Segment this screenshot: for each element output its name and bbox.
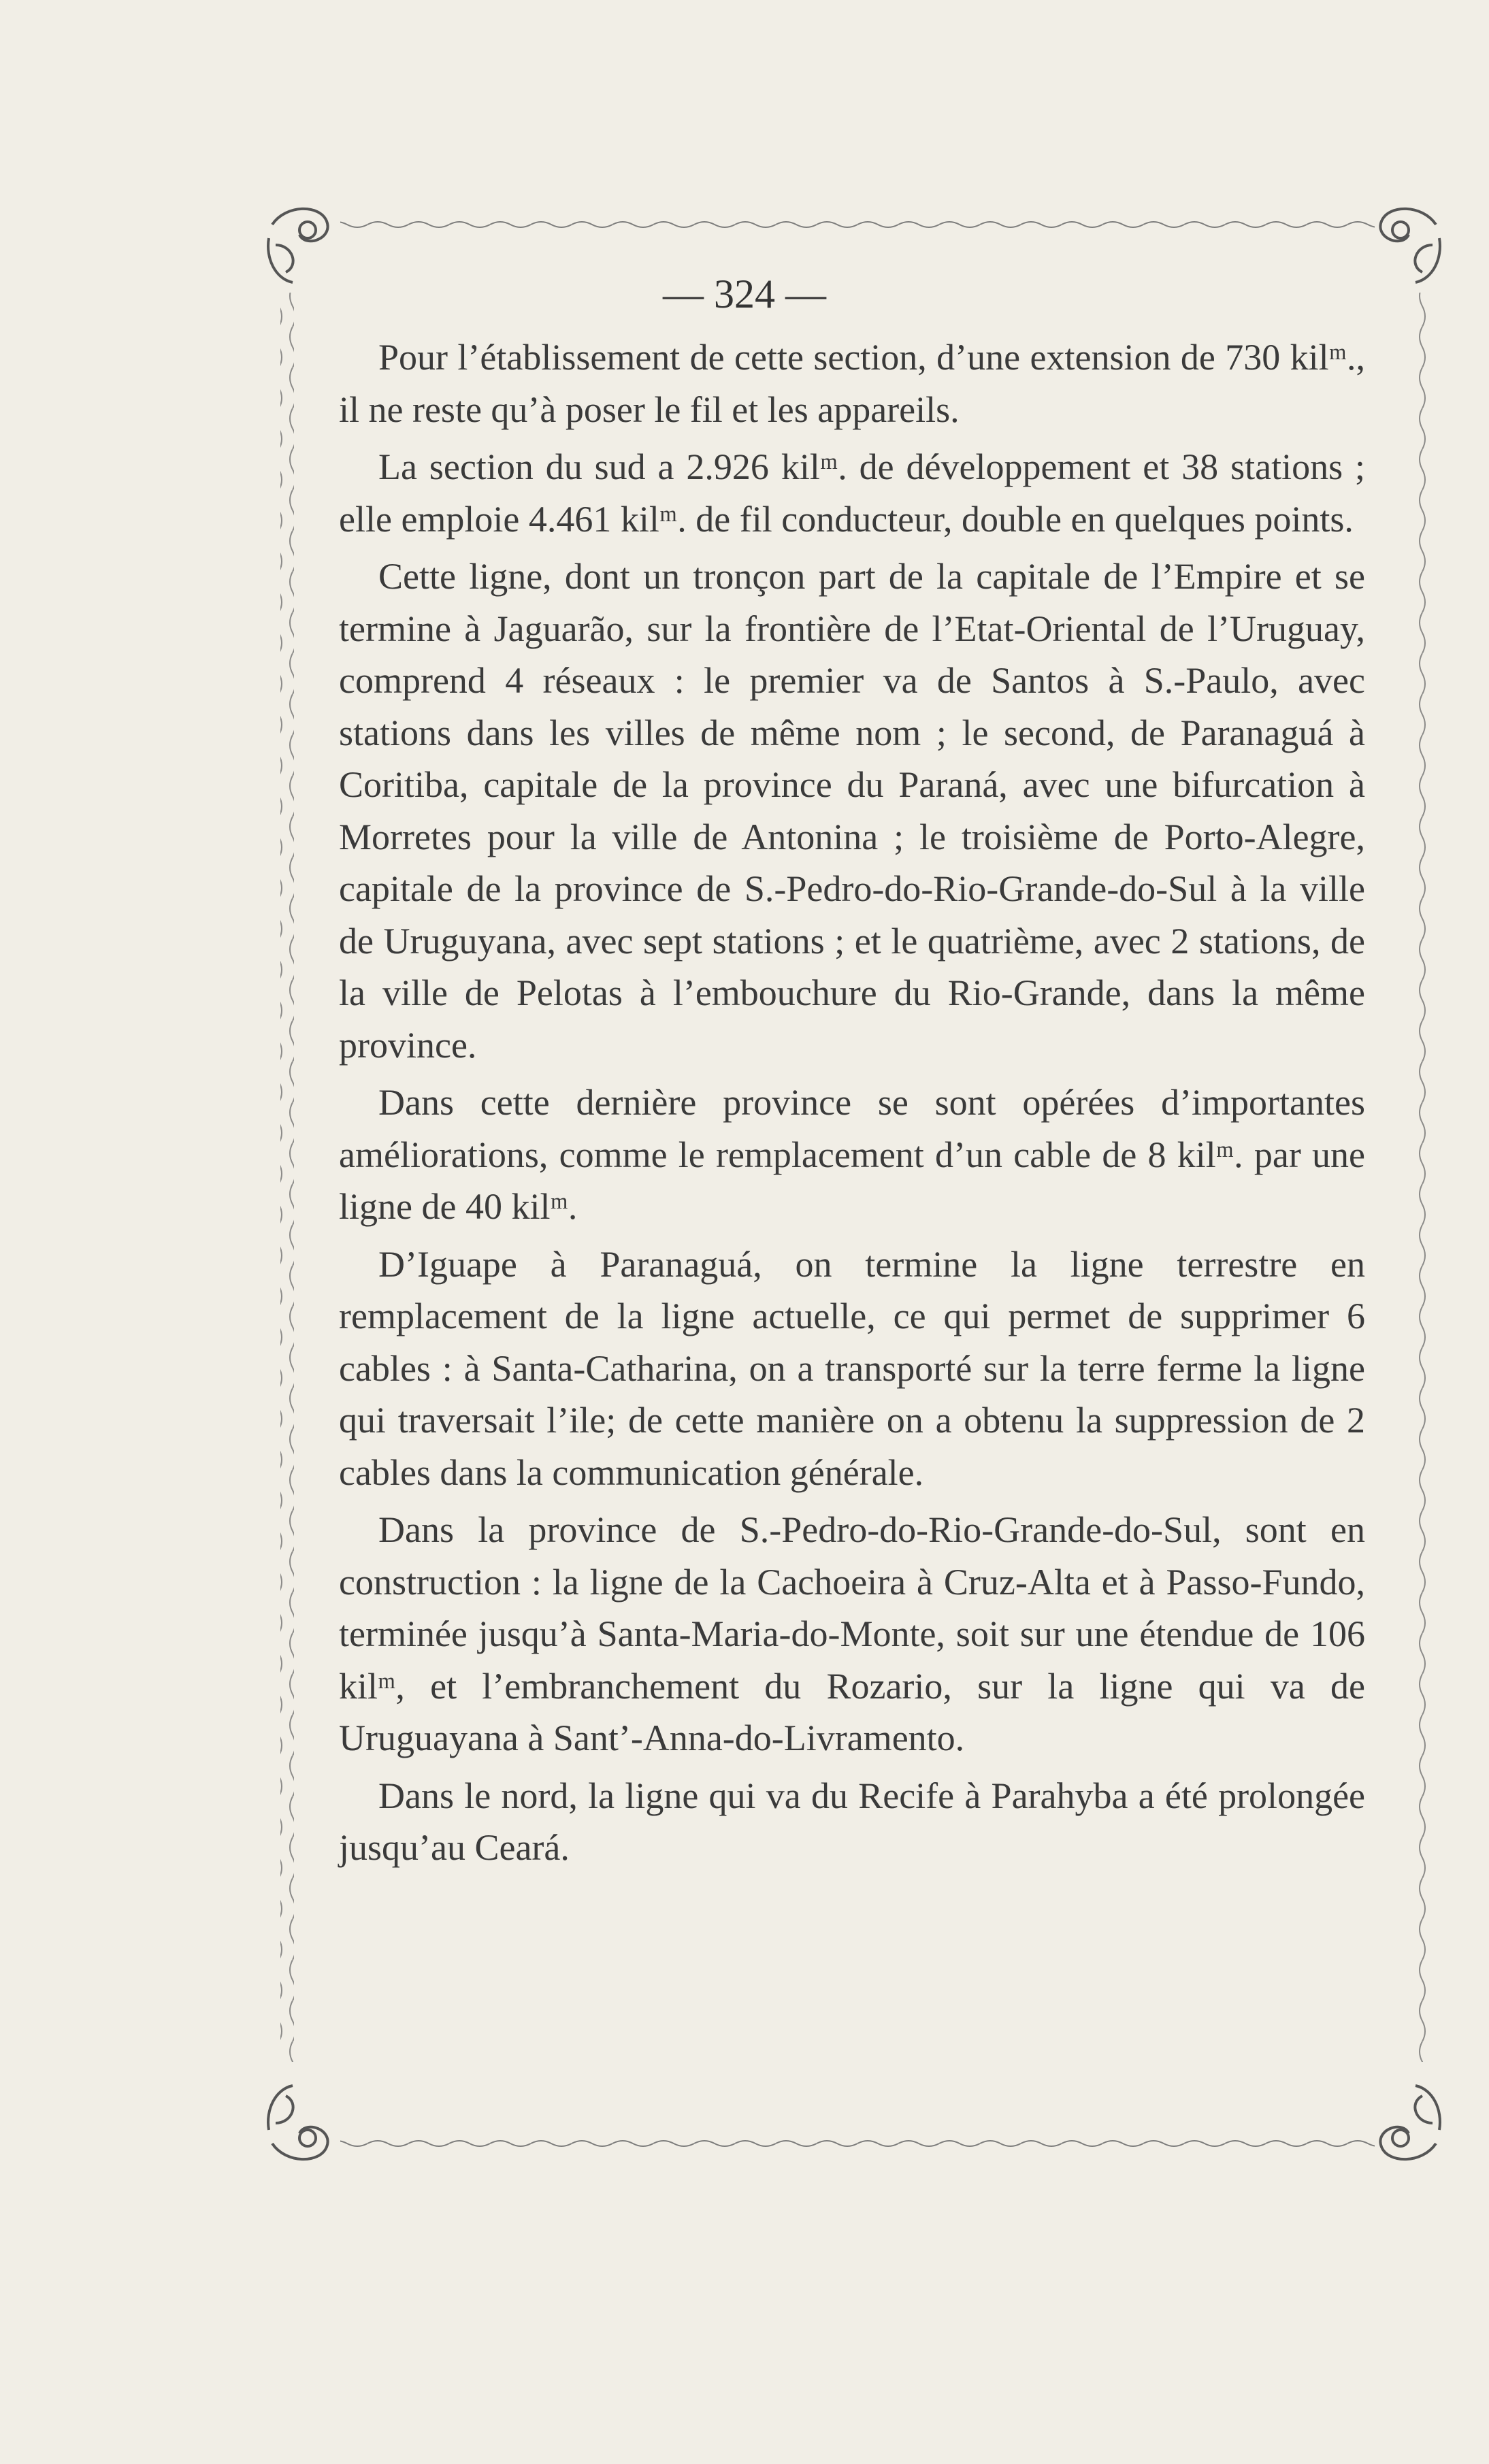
page-number: — 324 — <box>663 272 826 316</box>
left-border-line <box>280 293 294 2062</box>
paragraph-3: Cette ligne, dont un tronçon part de la capitale de l’Empire et se termine à Jaguarão, sur la frontière de l’Etat-Oriental de l’Uruguay, comprend 4 réseaux : le premier va de Santos à S.-Paulo, avec stations dans les villes de même nom ; le second, de Paranaguá à Coritiba, capitale de la province du Paraná, avec une bifurcation à Morretes pour la ville de Antonina ; le troisième de Porto-Alegre, capitale de la province de S.-Pedro-do-Rio-Grande-do-Sul à la ville de Uruguyana, avec sept stations ; et le quatrième, avec 2 stations, de la ville de Pelotas à l’embouchure du Rio-Grande, dans la même province. <box>339 556 1365 1066</box>
right-border-line <box>1413 293 1426 2062</box>
paragraph-1: Pour l’établissement de cette section, d’une extension de 730 kilᵐ., il ne reste qu’à poser le fil et les appareils. <box>339 337 1365 430</box>
paragraph-7: Dans le nord, la ligne qui va du Recife à Parahyba a été prolongée jusqu’au Ceará. <box>339 1775 1365 1868</box>
paragraph-6: Dans la province de S.-Pedro-do-Rio-Grande-do-Sul, sont en construction : la ligne de la Cachoeira à Cruz-Alta et à Passo-Fundo, terminée jusqu’à Santa-Maria-do-Monte, soit sur une étendue de 106 kilᵐ, et l’embranchement du Rozario, sur la ligne qui va de Uruguayana à Sant’-Anna-do-Livramento. <box>339 1509 1365 1758</box>
paragraph-2: La section du sud a 2.926 kilᵐ. de développement et 38 stations ; elle emploie 4.461 kilᵐ. de fil conducteur, double en quelques points. <box>339 446 1365 540</box>
top-border-line <box>340 219 1375 233</box>
body-text <box>339 331 1365 1874</box>
corner-flourish-bottom-left <box>268 2086 328 2159</box>
corner-flourish-bottom-right <box>1380 2086 1440 2159</box>
paragraph-5: D’Iguape à Paranaguá, on termine la ligne terrestre en remplacement de la ligne actuelle, ce qui permet de supprimer 6 cables : à Santa-Catharina, on a transporté sur la terre ferme la ligne qui traversait l’ile; de cette manière on a obtenu la suppression de 2 cables dans la communication générale. <box>339 1243 1365 1493</box>
paragraph-4: Dans cette dernière province se sont opérées d’importantes améliorations, comme le remplacement d’un cable de 8 kilᵐ. par une ligne de 40 kilᵐ. <box>339 1082 1365 1227</box>
bottom-border-line <box>340 2138 1375 2152</box>
